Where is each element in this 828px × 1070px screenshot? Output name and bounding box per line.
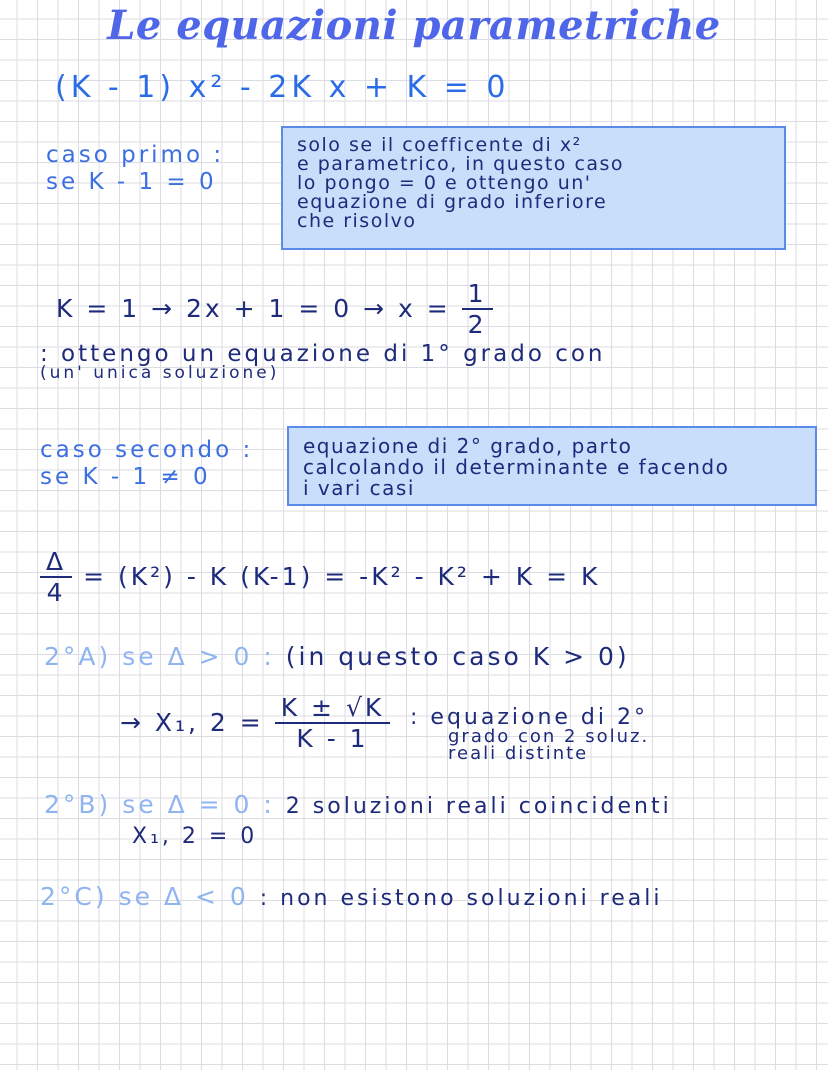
case1-box-line: equazione di grado inferiore	[297, 191, 608, 213]
page-title: Le equazioni parametriche	[107, 2, 721, 49]
sub-c-text: : non esistono soluzioni reali	[259, 886, 663, 911]
sub-c-row	[40, 882, 662, 911]
case1-label-line2: se K - 1 = 0	[46, 169, 217, 195]
case1-box	[281, 126, 786, 250]
sub-a-tag: 2°A)	[44, 642, 112, 671]
delta-fraction	[40, 548, 72, 608]
case1-substitution: K = 1 → 2x + 1 = 0 → x =	[56, 294, 451, 323]
case1-substitution-row	[56, 280, 493, 340]
case1-result-line1: : ottengo un equazione di 1° grado con	[40, 341, 606, 367]
sub-a-desc-line3: reali distinte	[448, 743, 589, 764]
case1-box-line: lo pongo = 0 e ottengo un'	[297, 172, 592, 194]
case2-label	[40, 437, 253, 491]
sub-a-desc-line2: grado con 2 soluz.	[448, 726, 650, 747]
fraction-denominator: K - 1	[296, 724, 369, 753]
main-equation: (K - 1) x² - 2K x + K = 0	[55, 70, 510, 105]
case1-box-line: solo se il coefficente di x²	[297, 134, 582, 156]
sub-b-condition: se Δ = 0 :	[122, 790, 275, 819]
sub-c-condition: se Δ < 0	[118, 882, 249, 911]
case2-box-line: equazione di 2° grado, parto	[303, 434, 633, 458]
sub-a-solution-row	[120, 694, 390, 754]
case1-result-line2: (un' unica soluzione)	[40, 363, 280, 383]
case1-result	[40, 341, 606, 383]
case1-label	[46, 142, 224, 196]
case1-label-line1: caso primo :	[46, 142, 225, 168]
sub-b-text: 2 soluzioni reali coincidenti	[285, 794, 672, 819]
sub-b-solution: X₁, 2 = 0	[132, 824, 258, 849]
delta-expression: = (K²) - K (K-1) = -K² - K² + K = K	[83, 562, 601, 591]
sub-a-solution-fraction	[275, 694, 391, 754]
sub-a-description	[410, 705, 650, 764]
case2-box-line: i vari casi	[303, 476, 415, 500]
fraction-numerator: K ± √K	[275, 694, 391, 724]
case1-box-line: e parametrico, in questo caso	[297, 153, 625, 175]
sub-a-solution-prefix: → X₁, 2 =	[120, 708, 264, 737]
case1-x-fraction	[462, 280, 493, 340]
fraction-denominator: 4	[46, 578, 66, 607]
case2-box	[287, 426, 817, 506]
fraction-numerator: Δ	[40, 548, 72, 578]
case2-box-line: calcolando il determinante e facendo	[303, 455, 730, 479]
fraction-numerator: 1	[462, 280, 493, 310]
case2-label-line2: se K - 1 ≠ 0	[40, 464, 211, 490]
case1-box-line: che risolvo	[297, 210, 417, 232]
sub-c-tag: 2°C)	[40, 882, 108, 911]
sub-a-note: (in questo caso K > 0)	[285, 642, 630, 671]
sub-a-desc-line1: : equazione di 2°	[410, 705, 648, 730]
case2-label-line1: caso secondo :	[40, 437, 254, 463]
delta-row	[40, 548, 600, 608]
fraction-denominator: 2	[467, 310, 487, 339]
sub-b-row	[44, 790, 672, 819]
sub-a-row	[44, 642, 630, 671]
sub-b-tag: 2°B)	[44, 790, 112, 819]
sub-a-condition: se Δ > 0 :	[122, 642, 275, 671]
